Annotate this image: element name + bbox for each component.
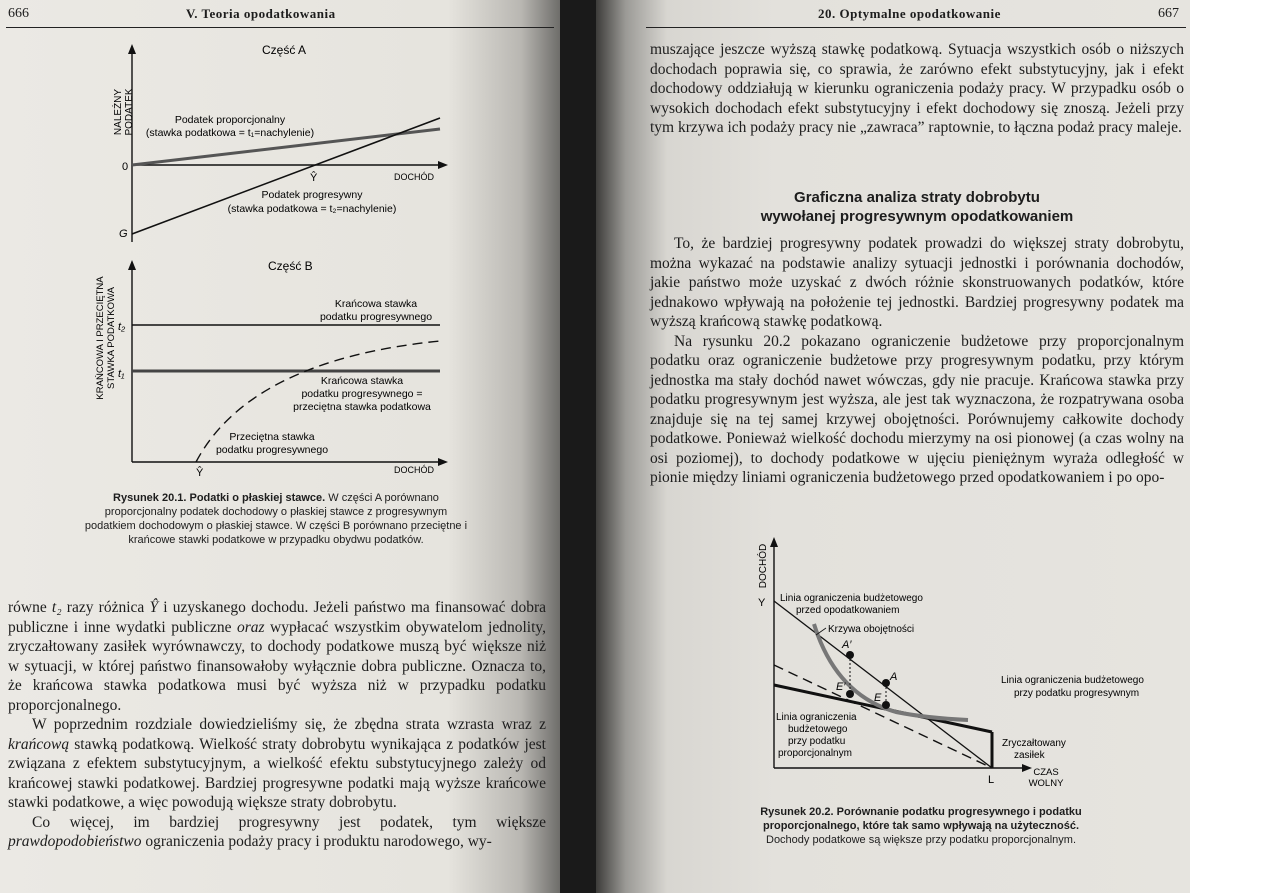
yhat-label-b: Ŷ bbox=[196, 467, 204, 479]
indiff-label: Krzywa obojętności bbox=[828, 624, 915, 635]
part-b-y-arrow bbox=[128, 260, 136, 270]
before-label-2: przed opodatkowaniem bbox=[796, 605, 900, 616]
left-page bbox=[0, 0, 560, 893]
marg-prog-label-1: Krańcowa stawka bbox=[334, 298, 418, 310]
figure-20-2-caption bbox=[746, 805, 1096, 847]
label-a: A bbox=[890, 671, 898, 683]
header-rule bbox=[6, 27, 554, 28]
prop-label-4: proporcjonalnym bbox=[778, 748, 852, 759]
prog-label-1: Linia ograniczenia budżetowego bbox=[1001, 675, 1144, 686]
part-a-x-arrow bbox=[438, 161, 448, 169]
x-label-2: WOLNY bbox=[1028, 778, 1064, 789]
part-a-y-arrow bbox=[128, 44, 136, 54]
part-b-title: Część B bbox=[268, 259, 313, 273]
page-number: 667 bbox=[1158, 6, 1179, 21]
prop-label-3: przy podatku bbox=[788, 736, 846, 747]
prog-label-1: Podatek progresywny bbox=[261, 189, 363, 201]
prop-label-2: (stawka podatkowa = t₁=nachylenie) bbox=[145, 127, 315, 139]
avg-label-1: Przeciętna stawka bbox=[229, 431, 315, 443]
paragraph: W poprzednim rozdziale dowiedzieliśmy się, że zbędna strata wzrasta wraz z krańcową stawką podatkową. Wielkość straty dobrobytu wynikająca z podatków jest związana z efektem substytucyjnym, a wielkość efektu substytucyjnego zależy od krańcowej stawki podatkowej. Bardziej progresywne podatki mają wyższe krańcowe stawki podatkowe, a więc powodują większe straty dobrobytu. bbox=[8, 716, 546, 811]
right-page bbox=[596, 0, 1190, 893]
label-e-prime: E′ bbox=[836, 681, 846, 693]
caption-bold: Rysunek 20.1. Podatki o płaskiej stawce. bbox=[113, 492, 326, 504]
section-title: Graficzna analiza straty dobrobytu wywołanej progresywnym opodatkowaniem bbox=[760, 189, 1074, 225]
t1-label: t₁ bbox=[118, 368, 125, 380]
prog-label-2: (stawka podatkowa = t₂=nachylenie) bbox=[227, 203, 397, 215]
marg-prop-label-3: przeciętna stawka podatkowa bbox=[293, 401, 431, 413]
lump-label-1: Zryczałtowany bbox=[1002, 738, 1066, 749]
prop-label-1: Podatek proporcjonalny bbox=[174, 114, 286, 126]
zero-label: 0 bbox=[122, 161, 129, 173]
part-a-ylabel-1: NALEŻNY bbox=[113, 88, 124, 136]
lump-label-2: zasiłek bbox=[1014, 750, 1045, 761]
running-header: V. Teoria opodatkowania bbox=[186, 6, 336, 21]
prog-label-2: przy podatku progresywnym bbox=[1014, 688, 1140, 699]
paragraph: Co więcej, im bardziej progresywny jest podatek, tym większe prawdopodobieństwo ograniczenia podaży pracy i produktu narodowego, wy- bbox=[8, 813, 546, 850]
y-axis-point: Y bbox=[758, 597, 766, 609]
l-axis-point: L bbox=[988, 774, 995, 786]
prop-label-2: budżetowego bbox=[788, 724, 848, 735]
part-b-ylabel-2: STAWKA PODATKOWA bbox=[106, 287, 117, 389]
page-number: 666 bbox=[8, 6, 29, 21]
marg-prop-label-1: Krańcowa stawka bbox=[320, 375, 404, 387]
part-a-ylabel-2: PODATEK bbox=[124, 88, 135, 136]
part-b-x-label: DOCHÓD bbox=[394, 465, 434, 475]
figure-20-1-caption bbox=[84, 491, 468, 547]
fig2-x-arrow bbox=[1022, 764, 1032, 772]
figure-20-1 bbox=[0, 30, 560, 490]
right-body-text bbox=[650, 234, 1184, 488]
part-a-title: Część A bbox=[262, 43, 307, 57]
book-gutter bbox=[560, 0, 596, 893]
avg-label-2: podatku progresywnego bbox=[215, 444, 329, 456]
point-e bbox=[882, 701, 890, 709]
header-rule bbox=[646, 27, 1186, 28]
paragraph: To, że bardziej progresywny podatek prowadzi do większej straty dobrobytu, można wykazać na podstawie analizy sytuacji jednostki i porównania dochodów, jakie państwo może uzyskać z dwóch różnie skonstruowanych podatków, które jednakowo wpływają na położenie tej jednostki. Bardziej progresywny podatek ma wyższą krańcową stawkę podatkową. bbox=[650, 235, 1184, 330]
part-a-x-label: DOCHÓD bbox=[394, 172, 434, 182]
point-e-prime bbox=[846, 690, 854, 698]
marg-prop-label-2: podatku progresywnego = bbox=[301, 388, 423, 400]
caption-text: Dochody podatkowe są większe przy podatku proporcjonalnym. bbox=[766, 834, 1076, 846]
paragraph: równe t₂ razy różnica Ŷ i uzyskanego dochodu. Jeżeli państwo ma finansować dobra publiczne i inne wydatki publiczne oraz wypłacać wszystkim obywatelom jednolity, zryczałtowany zasiłek wyrównawczy, to dochody podatkowe muszą być większe niż w sytuacji, w której państwo finansowałoby wyłącznie dobra publiczne. Oznacza to, że krańcowa stawka podatkowa musi być wyższa niż w przypadku podatku proporcjonalnego. bbox=[8, 599, 546, 714]
caption-bold: Rysunek 20.2. Porównanie podatku progresywnego i podatku proporcjonalnego, które tak samo wpływają na użyteczność. bbox=[760, 806, 1082, 832]
marg-prog-label-2: podatku progresywnego bbox=[319, 311, 433, 323]
caption-text: W części A porównano proporcjonalny podatek dochodowy o płaskiej stawce z progresywnym podatkiem dochodowym o płaskiej stawce. W części B porównano przeciętne i krańcowe stawki podatkowe w przypadku obydwu podatków. bbox=[84, 492, 468, 546]
fig2-ylabel: DOCHÓD bbox=[758, 543, 769, 589]
fig2-y-arrow bbox=[770, 537, 778, 547]
left-body-text bbox=[8, 598, 546, 852]
g-label: G bbox=[119, 228, 128, 240]
part-b-x-arrow bbox=[438, 458, 448, 466]
t2-label: t₂ bbox=[118, 321, 126, 333]
label-e: E bbox=[874, 692, 882, 704]
prop-label-1: Linia ograniczenia bbox=[776, 712, 857, 723]
before-label-1: Linia ograniczenia budżetowego bbox=[780, 593, 923, 604]
running-header: 20. Optymalne opodatkowanie bbox=[818, 6, 1001, 21]
x-label-1: CZAS bbox=[1033, 767, 1059, 778]
right-body-top bbox=[650, 40, 1184, 138]
yhat-label-a: Ŷ bbox=[310, 172, 318, 184]
point-a-prime bbox=[846, 651, 854, 659]
label-a-prime: A′ bbox=[842, 639, 852, 651]
figure-20-2 bbox=[746, 525, 1186, 800]
paragraph: muszające jeszcze wyższą stawkę podatkową. Sytuacja wszystkich osób o niższych dochodach poprawia się, co sprawia, że zarówno efekt substytucyjny, jak i efekt dochodowy oddziałują w kierunku ograniczenia podaży pracy. W przypadku osób o wysokich dochodach efekt substytucyjny i efekt dochodowy się znoszą. Jeżeli przy tym krzywa ich podaży pracy nie „zawraca” raptownie, to łączna podaż pracy maleje. bbox=[650, 41, 1184, 136]
part-b-ylabel-1: KRAŃCOWA I PRZECIĘTNA bbox=[95, 276, 106, 400]
point-a bbox=[882, 679, 890, 687]
paragraph: Na rysunku 20.2 pokazano ograniczenie budżetowe przy proporcjonalnym podatku oraz ograniczenie budżetowe przy progresywnym podatku, przy którym jednostka ma stały dochód nawet wówczas, gdy nie pracuje. Krańcowa stawka przy podatku progresywnym jest wyższa, ale jest tak wyznaczona, że rozpatrywana osoba znajduje się na tej samej krzywej obojętności. Porównujemy całkowite dochody podatkowe. Ponieważ wielkość dochodu mierzymy na osi pionowej (a czas wolny na osi poziomej), to dochody podatkowe w ujęciu pieniężnym wyraża odległość w pionie między liniami ograniczenia budżetowego przed opodatkowaniem i po opo- bbox=[650, 332, 1184, 486]
